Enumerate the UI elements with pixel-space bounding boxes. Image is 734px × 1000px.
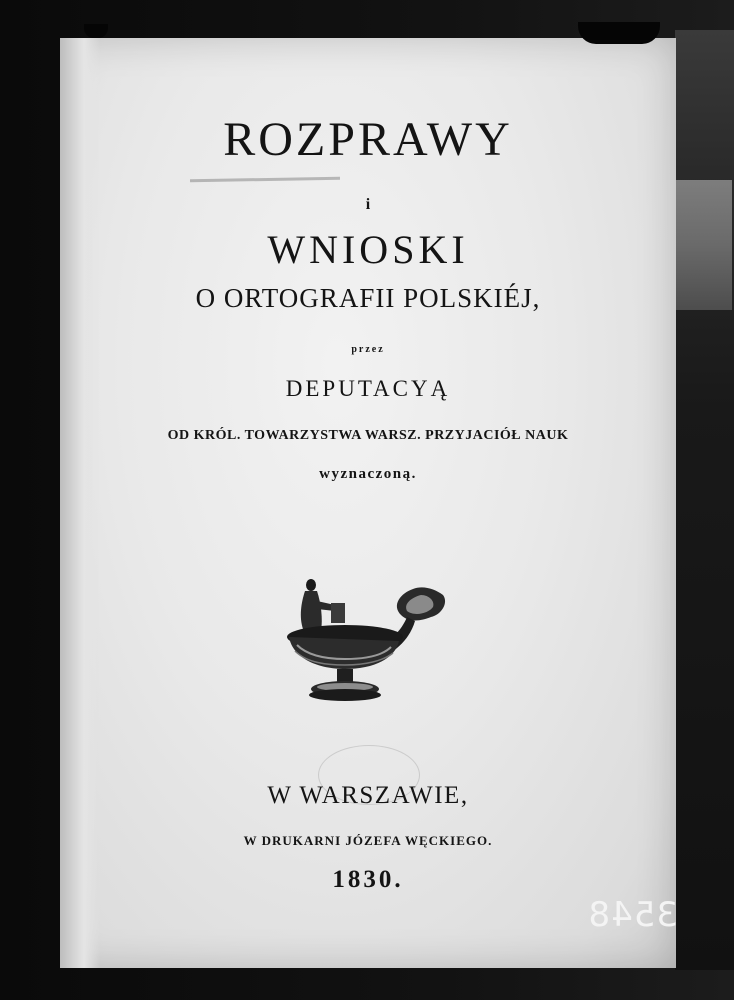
background-shelf-highlight bbox=[676, 180, 732, 310]
title-conjunction: i bbox=[365, 196, 371, 213]
appointed-line: wyznaczoną. bbox=[319, 466, 417, 482]
archive-negative-number: 3548 bbox=[587, 895, 678, 935]
title-line-1: ROZPRAWY bbox=[223, 113, 513, 166]
publication-year: 1830. bbox=[332, 866, 404, 893]
deputation-line: DEPUTACYĄ bbox=[285, 376, 451, 401]
printer-line: W DRUKARNI JÓZEFA WĘCKIEGO. bbox=[243, 833, 493, 848]
book-title-page bbox=[60, 38, 676, 968]
by-line: przez bbox=[351, 344, 385, 355]
film-edge-blot bbox=[578, 22, 660, 44]
background-shelf bbox=[675, 30, 734, 970]
page-gutter-shadow bbox=[60, 38, 100, 968]
place-of-publication: W WARSZAWIE, bbox=[267, 782, 469, 809]
oil-lamp-vignette bbox=[283, 575, 453, 707]
title-line-2: WNIOSKI bbox=[267, 227, 469, 272]
title-line-3: O ORTOGRAFII POLSKIÉJ, bbox=[195, 283, 541, 313]
organization-line: OD KRÓL. TOWARZYSTWA WARSZ. PRZYJACIÓŁ NAUK bbox=[167, 428, 569, 443]
